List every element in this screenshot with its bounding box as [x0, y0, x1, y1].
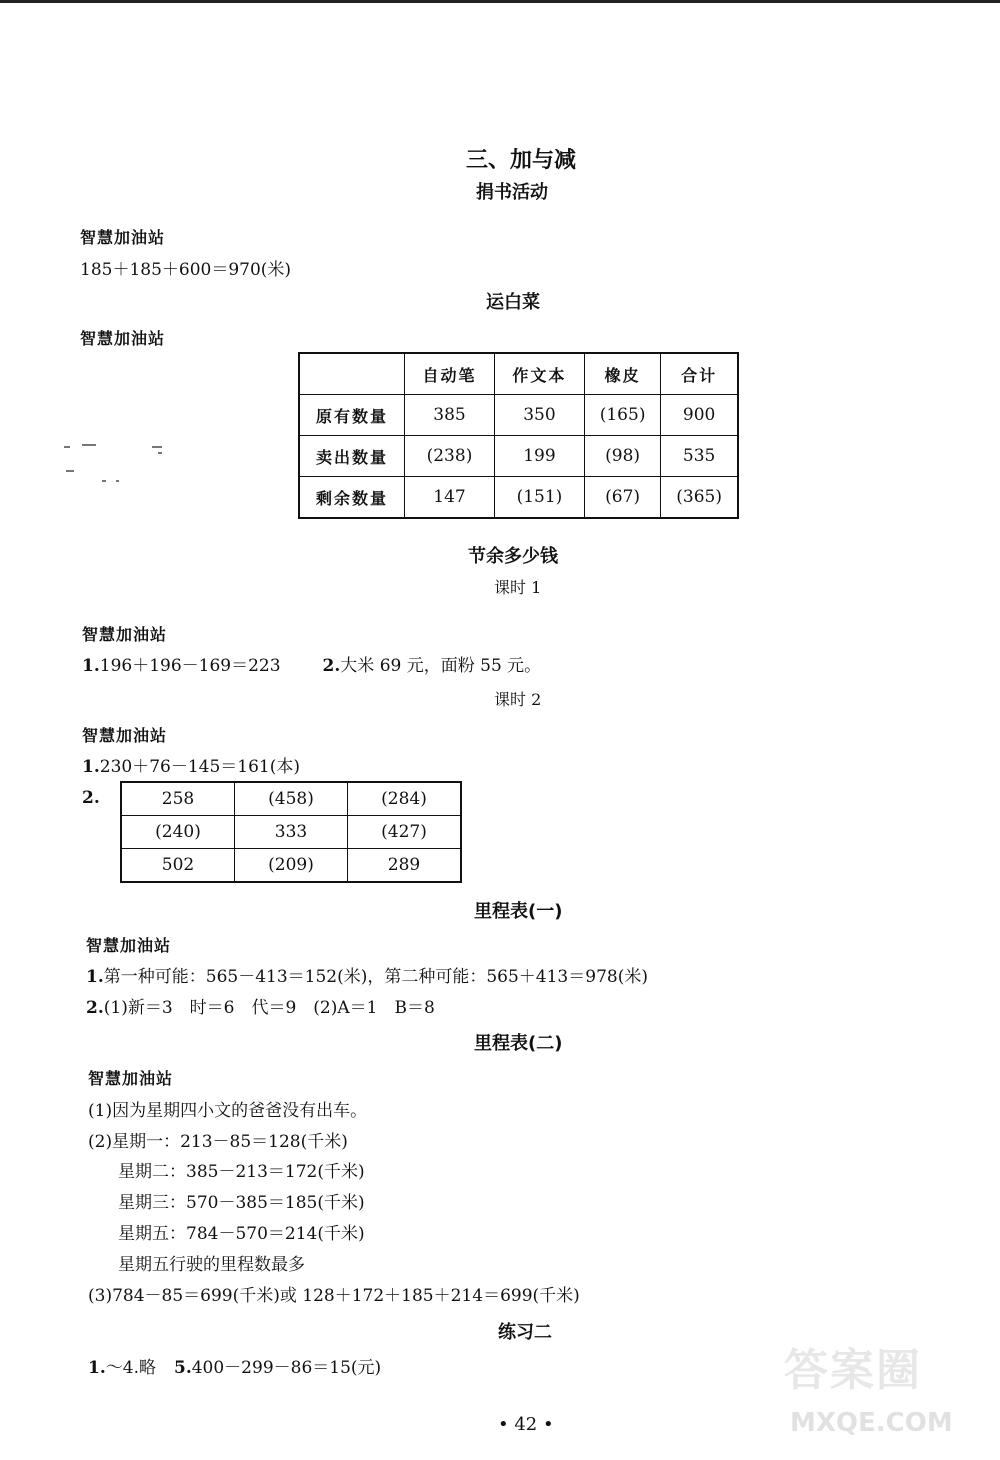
table-cell: 199: [494, 436, 584, 477]
table-cell: (151): [494, 477, 584, 519]
table-cell: (98): [584, 436, 660, 477]
row-label: 剩余数量: [299, 477, 405, 519]
number-grid: [120, 781, 462, 883]
answer-line: (2)星期一：213－85＝128(千米): [88, 1132, 348, 1152]
table-row: [299, 436, 738, 477]
scan-marks: [62, 440, 172, 490]
watermark-logo: [784, 1334, 994, 1454]
question-number: 1.: [82, 757, 100, 777]
label-zhihui: 智慧加油站: [88, 1069, 174, 1088]
question-number: 1.: [86, 967, 104, 987]
page-number: • 42 •: [498, 1414, 554, 1435]
table-row: [121, 849, 461, 883]
heading-jieyu: 节余多少钱: [468, 546, 558, 567]
answer-line: 185＋185＋600＝970(米): [80, 260, 292, 280]
answer-text: ～4.略: [105, 1358, 156, 1378]
heading-licheng-1: 里程表(一): [474, 901, 563, 922]
label-zhihui: 智慧加油站: [86, 936, 172, 955]
table-cell: 258: [121, 782, 235, 816]
table-cell: (365): [661, 477, 738, 519]
question-number: 5.: [173, 1358, 192, 1378]
answer-text: 230＋76－145＝161(本): [99, 757, 300, 777]
answer-text: (1)新＝3 时＝6 代＝9 (2)A＝1 B＝8: [103, 998, 435, 1018]
table-cell: 385: [405, 395, 495, 436]
table-header-cell: 橡皮: [584, 353, 660, 395]
table-cell: 535: [661, 436, 738, 477]
inventory-table: [298, 352, 739, 519]
question-number: 1.: [82, 656, 100, 676]
answer-text: 第一种可能：565－413＝152(米)，第二种可能：565＋413＝978(米): [103, 967, 648, 987]
answer-text: 大米 69 元，面粉 55 元。: [340, 656, 542, 676]
table-cell: [299, 353, 405, 395]
answer-line: [86, 962, 648, 987]
heading-licheng-2: 里程表(二): [474, 1033, 563, 1054]
table-cell: (240): [121, 816, 235, 849]
table-cell: 350: [494, 395, 584, 436]
table-cell: (165): [584, 395, 660, 436]
table-cell: 147: [405, 477, 495, 519]
table-cell: (427): [348, 816, 462, 849]
question-number: 2.: [86, 998, 104, 1018]
heading-juanshu: 捐书活动: [476, 182, 548, 203]
watermark-site-text: MXQE.COM: [790, 1408, 953, 1438]
answer-line: 星期三：570－385＝185(千米): [118, 1193, 365, 1213]
answer-line: [82, 752, 300, 777]
answer-line: (3)784－85＝699(千米)或 128＋172＋185＋214＝699(千米): [88, 1286, 580, 1306]
table-cell: 333: [235, 816, 348, 849]
table-cell: (67): [584, 477, 660, 519]
table-cell: (458): [235, 782, 348, 816]
answer-line: 星期五：784－570＝214(千米): [118, 1224, 365, 1244]
answer-line: [86, 993, 435, 1018]
table-row: [121, 782, 461, 816]
table-cell: (284): [348, 782, 462, 816]
label-zhihui: 智慧加油站: [80, 228, 166, 247]
table-row: [299, 395, 738, 436]
answer-text: 196＋196－169＝223: [99, 656, 281, 676]
table-cell: 900: [661, 395, 738, 436]
table-cell: 502: [121, 849, 235, 883]
question-number: 1.: [88, 1358, 106, 1378]
table-cell: 289: [348, 849, 462, 883]
row-label: 原有数量: [299, 395, 405, 436]
lesson-2-label: 课时 2: [494, 690, 542, 709]
row-label: 卖出数量: [299, 436, 405, 477]
answer-line: [88, 1353, 381, 1378]
table-header-row: [299, 353, 738, 395]
answer-line: (1)因为星期四小文的爸爸没有出车。: [88, 1101, 368, 1121]
answer-line: 星期五行驶的里程数最多: [118, 1255, 305, 1275]
heading-lianxi-2: 练习二: [498, 1322, 552, 1343]
question-number: 2.: [322, 656, 341, 676]
label-zhihui: 智慧加油站: [82, 726, 168, 745]
table-header-cell: 合计: [661, 353, 738, 395]
table-header-cell: 自动笔: [405, 353, 495, 395]
lesson-1-label: 课时 1: [494, 578, 542, 597]
table-row: [121, 816, 461, 849]
table-cell: (209): [235, 849, 348, 883]
label-zhihui: 智慧加油站: [80, 329, 166, 348]
watermark-main-text: 答案圈: [784, 1345, 922, 1396]
answer-line: [82, 651, 541, 676]
question-number: 2.: [82, 788, 100, 808]
table-cell: (238): [405, 436, 495, 477]
heading-yunbaicai: 运白菜: [486, 292, 540, 313]
answer-line: 星期二：385－213＝172(千米): [118, 1162, 365, 1182]
label-zhihui: 智慧加油站: [82, 625, 168, 644]
table-row: [299, 477, 738, 519]
table-header-cell: 作文本: [494, 353, 584, 395]
top-border-line: [0, 0, 1000, 3]
section-title: 三、加与减: [466, 148, 577, 173]
answer-text: 400－299－86＝15(元): [191, 1358, 382, 1378]
